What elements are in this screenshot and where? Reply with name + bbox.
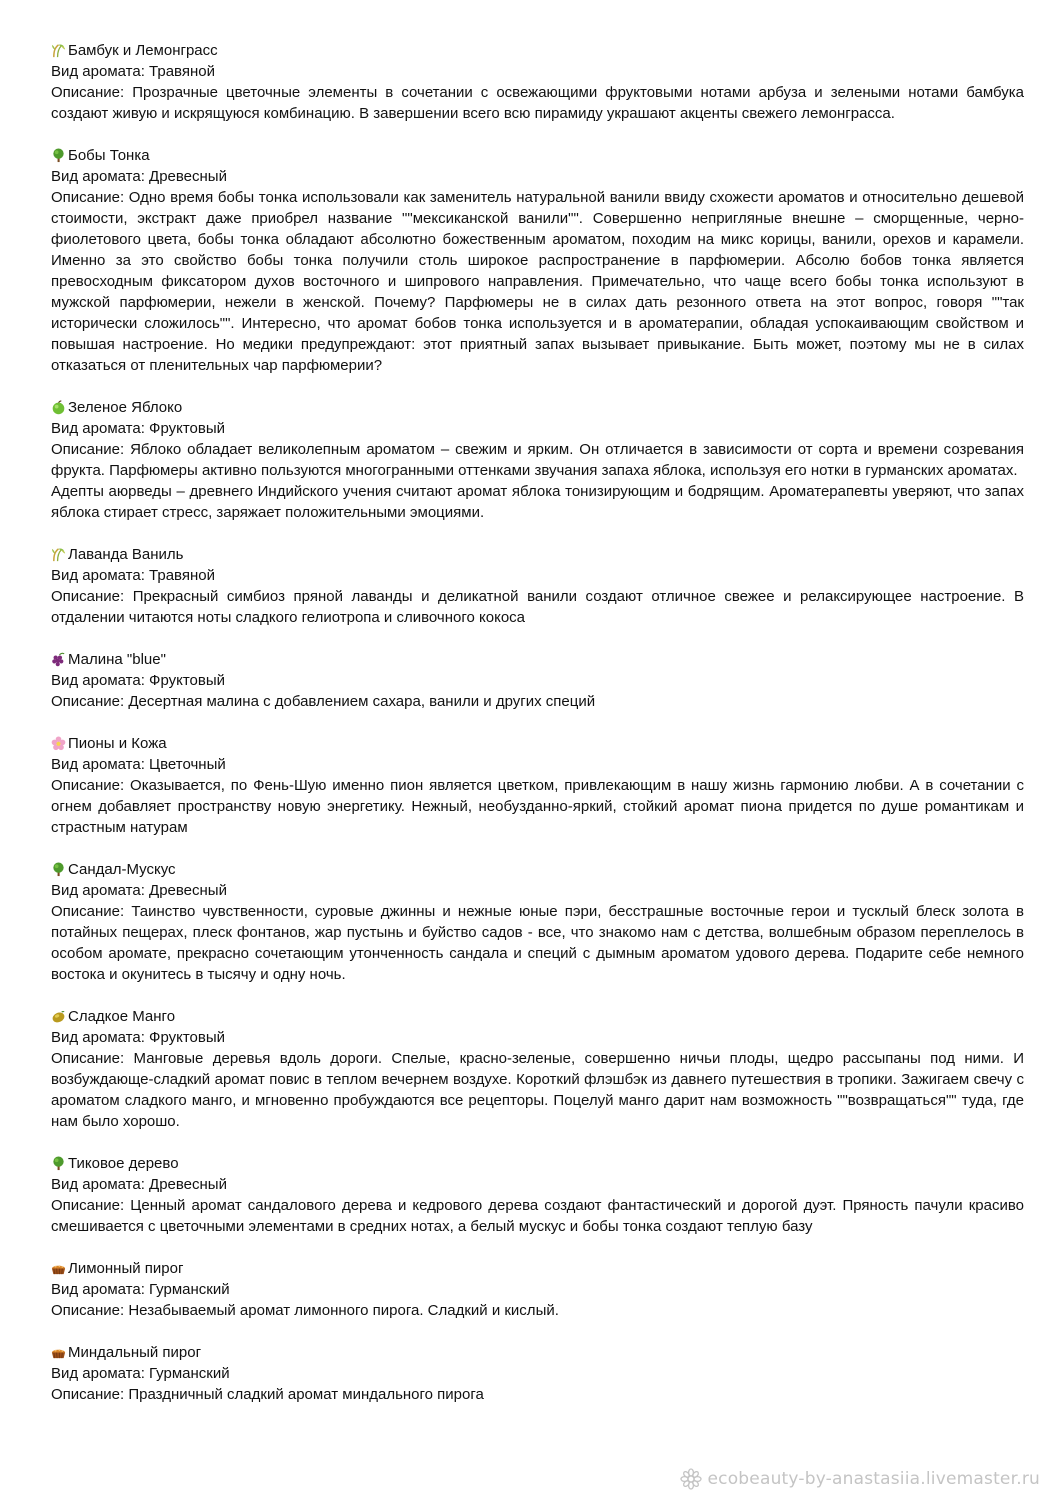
watermark-text: ecobeauty-by-anastasiia.livemaster.ru	[707, 1469, 1040, 1489]
description-paragraph: Описание: Одно время бобы тонка использовали как заменитель натуральной ванили ввиду схожести ароматов и относительно дешевой стоимости, экстракт даже приобрел название ""мексиканской ванили"". Совершенно непригляные внешне – сморщенные, черно-фиолетового цвета, бобы тонка обладают абсолютно божественным ароматом, походим на микс корицы, ванили, орехов и карамели. Именно за это свойство бобы тонка получили столь широкое распространение в парфюмерии. Абсолю бобов тонка является превосходным фиксатором духов восточного и шипрового направления. Примечательно, что чаще всего бобы тонка используют в мужской парфюмерии, нежели в женской. Почему? Парфюмеры не в силах дать резонного ответа на этот вопрос, говоря ""так исторически сложилось"". Интересно, что аромат бобов тонка используется и в ароматерапии, обладая успокаивающим свойством и повышая настроение. Но медики предупреждают: этот приятный запах вызывает привыкание. Быть может, поэтому мы не в силах отказаться от пленительных чар парфюмерии?	[51, 189, 1024, 374]
tree-icon	[51, 1156, 66, 1171]
description-paragraph: Описание: Незабываемый аромат лимонного пирога. Сладкий и кислый.	[51, 1302, 559, 1319]
description-paragraph: Описание: Ценный аромат сандалового дерева и кедрового дерева создают фантастический и дорогой дуэт. Пряность пачули красиво смешивается с цветочными элементами в средних нотах, а белый мускус и бобы тонка создают теплую базу	[51, 1197, 1024, 1235]
aroma-title-line	[51, 1342, 1024, 1363]
aroma-title: Бобы Тонка	[68, 147, 150, 164]
aroma-description	[51, 1195, 1024, 1237]
aroma-title-line	[51, 1153, 1024, 1174]
bamboo-icon	[51, 547, 66, 562]
description-paragraph: Описание: Оказывается, по Фень-Шую именно пион является цветком, привлекающим в нашу жизнь гармонию любви. А в сочетании с огнем добавляет пространству новую энергетику. Нежный, необузданно-яркий, стойкий аромат пиона придется по душе романтикам и страстным натурам	[51, 777, 1024, 836]
pie-icon	[51, 1345, 66, 1360]
aroma-title: Лаванда Ваниль	[68, 546, 184, 563]
aroma-title: Пионы и Кожа	[68, 735, 167, 752]
aroma-title: Бамбук и Лемонграсс	[68, 42, 218, 59]
aroma-description	[51, 775, 1024, 838]
aroma-title-line	[51, 40, 1024, 61]
aroma-entry	[51, 1006, 1024, 1132]
aroma-type: Вид аромата: Древесный	[51, 1176, 227, 1193]
tree-icon	[51, 148, 66, 163]
aroma-description	[51, 82, 1024, 124]
grapes-icon	[51, 652, 66, 667]
description-paragraph: Описание: Праздничный сладкий аромат миндального пирога	[51, 1386, 484, 1403]
aroma-title: Миндальный пирог	[68, 1344, 202, 1361]
aroma-type: Вид аромата: Гурманский	[51, 1365, 230, 1382]
aroma-title: Сладкое Манго	[68, 1008, 176, 1025]
description-paragraph: Описание: Манговые деревья вдоль дороги. Спелые, красно-зеленые, совершенно ничьи плоды, щедро рассыпаны под ними. И возбуждающе-сладкий аромат повис в теплом вечернем воздухе. Короткий флэшбэк из давнего путешествия в тропики. Зажигаем свечу с ароматом сладкого манго, и мгновенно пробуждаются все рецепторы. Поцелуй манго дарит нам возможность ""возвращаться"" туда, где нам было хорошо.	[51, 1050, 1024, 1130]
aroma-title: Тиковое дерево	[68, 1155, 179, 1172]
aroma-type: Вид аромата: Древесный	[51, 168, 227, 185]
aroma-title-line	[51, 145, 1024, 166]
aroma-title: Малина "blue"	[68, 651, 166, 668]
aroma-description	[51, 1384, 1024, 1405]
aroma-type: Вид аромата: Травяной	[51, 567, 215, 584]
aroma-title-line	[51, 1006, 1024, 1027]
aroma-entry	[51, 859, 1024, 985]
aroma-entry	[51, 733, 1024, 838]
aroma-entry	[51, 544, 1024, 628]
description-paragraph: Описание: Яблоко обладает великолепным ароматом – свежим и ярким. Он отличается в зависимости от сорта и времени созревания фрукта. Парфюмеры активно пользуются многогранными оттенками звучания запаха яблока, используя его нотки в гурманских ароматах.	[51, 441, 1024, 479]
tree-icon	[51, 862, 66, 877]
description-paragraph: Описание: Прозрачные цветочные элементы в сочетании с освежающими фруктовыми нотами арбуза и зелеными нотами бамбука создают живую и искрящуюся комбинацию. В завершении всего всю пирамиду украшают акценты свежего лемонграсса.	[51, 84, 1024, 122]
aroma-title: Зеленое Яблоко	[68, 399, 183, 416]
description-paragraph: Описание: Прекрасный симбиоз пряной лаванды и деликатной ванили создают отличное свежее и релаксирующее настроение. В отдалении читаются ноты сладкого гелиотропа и сливочного кокоса	[51, 588, 1024, 626]
bamboo-icon	[51, 43, 66, 58]
aroma-type: Вид аромата: Фруктовый	[51, 672, 226, 689]
flower-logo-icon	[680, 1468, 702, 1490]
aroma-title-line	[51, 859, 1024, 880]
description-paragraph: Адепты аюрведы – древнего Индийского учения считают аромат яблока тонизирующим и бодрящим. Ароматерапевты уверяют, что запах яблока стирает стресс, заряжает положительными эмоциями.	[51, 483, 1024, 521]
aroma-type: Вид аромата: Гурманский	[51, 1281, 230, 1298]
aroma-title-line	[51, 397, 1024, 418]
aroma-list	[51, 40, 1024, 1426]
aroma-description	[51, 187, 1024, 376]
aroma-entry	[51, 40, 1024, 124]
aroma-title-line	[51, 733, 1024, 754]
aroma-title-line	[51, 544, 1024, 565]
aroma-entry	[51, 649, 1024, 712]
aroma-type: Вид аромата: Древесный	[51, 882, 227, 899]
aroma-entry	[51, 1342, 1024, 1405]
aroma-description	[51, 1048, 1024, 1132]
pie-icon	[51, 1261, 66, 1276]
aroma-title-line	[51, 649, 1024, 670]
watermark	[680, 1468, 1041, 1490]
aroma-type: Вид аромата: Цветочный	[51, 756, 226, 773]
aroma-description	[51, 691, 1024, 712]
aroma-title: Лимонный пирог	[68, 1260, 184, 1277]
description-paragraph: Описание: Таинство чувственности, суровые джинны и нежные юные пэри, бесстрашные восточные герои и тусклый блеск золота в потайных пещерах, плеск фонтанов, жар пустынь и буйство садов - все, что знакомо нам с детства, волшебным образом переплелось в особом аромате, прекрасно сочетающим утонченность сандала и специй с дымным ароматом удового дерева. Подарите себе немного востока и окунитесь в тысячу и одну ночь.	[51, 903, 1024, 983]
aroma-description	[51, 1300, 1024, 1321]
description-paragraph: Описание: Десертная малина с добавлением сахара, ванили и других специй	[51, 693, 596, 710]
aroma-type: Вид аромата: Фруктовый	[51, 420, 226, 437]
mango-icon	[51, 1009, 66, 1024]
aroma-title: Сандал-Мускус	[68, 861, 176, 878]
green-apple-icon	[51, 400, 66, 415]
aroma-description	[51, 586, 1024, 628]
aroma-title-line	[51, 1258, 1024, 1279]
aroma-entry	[51, 1258, 1024, 1321]
aroma-description	[51, 901, 1024, 985]
aroma-type: Вид аромата: Фруктовый	[51, 1029, 226, 1046]
aroma-entry	[51, 397, 1024, 523]
aroma-entry	[51, 145, 1024, 376]
aroma-description	[51, 439, 1024, 523]
aroma-type: Вид аромата: Травяной	[51, 63, 215, 80]
flower-icon	[51, 736, 66, 751]
aroma-entry	[51, 1153, 1024, 1237]
